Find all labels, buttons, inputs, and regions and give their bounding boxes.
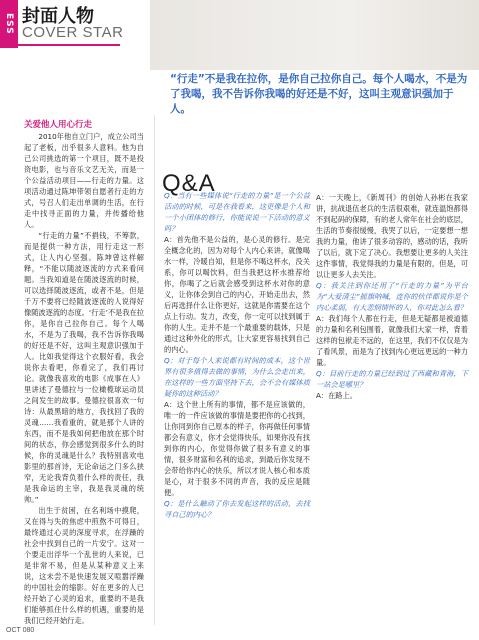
- qa-answer: A：首先他不是公益的，是心灵的修行。是完全概念化的，因为对每个人内心来讲，就像喝水一样，冷暖自知，但是你不喝这杯水，没关系，你可以喝饮料，但当我把这杯水推荐给你，你喝了之后就会感受到这杯水对你的意义，让你体会到自己的内心，开始走出去，然后再选择什么让你更好，这就是你需要在这个点上行动。发力，改变，你一定可以找到属于你的人生。走并不是一个最重要的载体，只是通过这种外化的形式，让大家更容易找到自己的内心。: [164, 235, 310, 354]
- left-paragraph: 2010年他自立门户，成立公司当起了老板，出乎很多人意料。他为自己公司挑选的第一个项目，既不是投资电影，也与音乐文艺无关，而是一个公益活动项目——行走的力量。这项活动通过陈坤带领自愿者行走的方式，号召人们走出单调的生活，在行走中找寻正面的力量，并传播给他人。: [24, 132, 144, 229]
- section-title-cn: 封面人物: [22, 6, 94, 27]
- qa-column-middle: [164, 190, 310, 520]
- qa-answer: A：我们每个人都在行走，但是无疑都是被道德的力量和名利包围着，就像我们大家一样，背着这样的包袱走不远的，在这里，我们不仅仅是为了看风景，而是为了找到内心更远更远的一种力量。: [316, 314, 468, 367]
- qa-question: Q：目前行走的力量已经到过了西藏和青海，下一站会是哪里？: [316, 369, 468, 389]
- qa-question: Q：当有一些媒体说“行走的力量”是一个公益活动的时候，可是在我看来，这更像是个人和一个小团体的修行，你能说说一下活动的意义吗？: [164, 191, 310, 233]
- pull-quote: “行走”不是我在拉你，是你自己拉你自己。每个人喝水，不是为了我喝，我不告诉你我喝的好还是不好，这叫主观意识强加于人。: [170, 73, 468, 115]
- header-photo: [150, 0, 479, 70]
- left-paragraph: “行走的力量”不捐钱，不筹款，而是提供一种方法，用行走这一形式，让人内心坚强。陈坤曾这样解释，“不能以随波逐流的方式来看问题。当我知道是在随波逐流的时候，可以选择随波逐流，或者不是，但是千万不要将已经随波逐流的人说得好像随波逐流的态度。‘行走’不是我在拉你，是你自己拉你自己。每个人喝水，不是为了我喝，我不告诉你我喝的好还是不好，这叫主观意识强加于人。比如我觉得这个衣服好看，我会说你去看吧，你看完了，我们再讨论。就像我喜欢的电影《成事在人》里讲述了曼德拉与一位橄榄球运动员之间发生的故事。曼德拉很喜欢一句诗：从最黑暗的地方，我找回了我的灵魂……我看重的，就是那个人讲的东西，而不是我如何把他放在那个时间的状态，你会感觉到很多什么的时候，你的灵魂是什么？我特别喜欢电影里的那首诗，无论命运之门多么狭窄，无论我背负着什么样的责任，我是我命运的主宰，我是我灵魂的统帅。”: [24, 231, 144, 504]
- section-rule: [0, 44, 120, 46]
- left-column: [24, 120, 144, 626]
- section-tag: ESS: [0, 0, 18, 48]
- qa-question: Q：对于每个人来说都有时间的成本，这个世界有很多值得去做的事情，为什么会走出来，在这样的一些方面坚持下去，会不会有媒体质疑你的这种活动？: [164, 356, 310, 398]
- qa-column-right: [316, 192, 468, 401]
- page-footer: OCT 080: [6, 627, 35, 634]
- qa-answer: A：一天晚上，《新周刊》的创始人孙彬在我家讲，抗战退伍老兵的生活很艰难，就连温饱都得不到起码的保障，有的老人常年在社会的底层，生活的节奏很缓慢，我哭了以后，一定要想一想我的力量，他讲了很多动容的，感动的话，我听了以后，就下定了决心。我想要让更多的人关注这件事情，我觉得我的力量是有限的，但是，可以让更多人去关注。: [316, 193, 468, 279]
- qa-question: Q：是什么触动了你去发起这样的活动，去找寻自己的内心？: [164, 499, 310, 519]
- section-title-en: COVER STAR: [22, 24, 124, 41]
- left-column-title: 关爱他人用心行走: [24, 120, 93, 130]
- qa-answer: A：在路上。: [316, 391, 357, 400]
- qa-question: Q：我关注到你还用了“行走的力量”为平台为“大爱清尘”摇旗呐喊，连你的伙伴都说你是个内心柔弱，有大悲悯情怀的人，你对此怎么看？: [316, 281, 468, 312]
- qa-answer: A：这个世上所有的事情，都不是应该做的，唯一的一件应该做的事情是要把你的心找到，让你同到你自己原本的样子，你再做任何事情都会有意义，你才会觉得快乐，如果你没有找到你的内心，你觉得你做了很多有意义的事情，很多财富和名利的追求，到最后你发现不会带给你内心的快乐，所以才说人核心和本质是心，对于很多不同的声音，我的反应是随便。: [164, 400, 310, 497]
- column-divider: [154, 115, 155, 625]
- left-paragraph: 出生于贫困，在名利场中摸爬，又在得与失的焦虑中煎熬不可得日，最终通过心灵的深度寻求，在浮躁的社会中找到自己的一片安宁。这对一个要走出浮华一个乱世的人来说，已是非常不易，但是从某种意义上来说，这未尝不是快速发展又喧嚣浮躁的中国社会的缩影。好在更多的人已经开始了心灵的追求，重要的不是我们能够抓住什么样的机遇，重要的是我们已经开始行走。: [24, 506, 144, 625]
- qa-heading: Q&A: [162, 170, 216, 197]
